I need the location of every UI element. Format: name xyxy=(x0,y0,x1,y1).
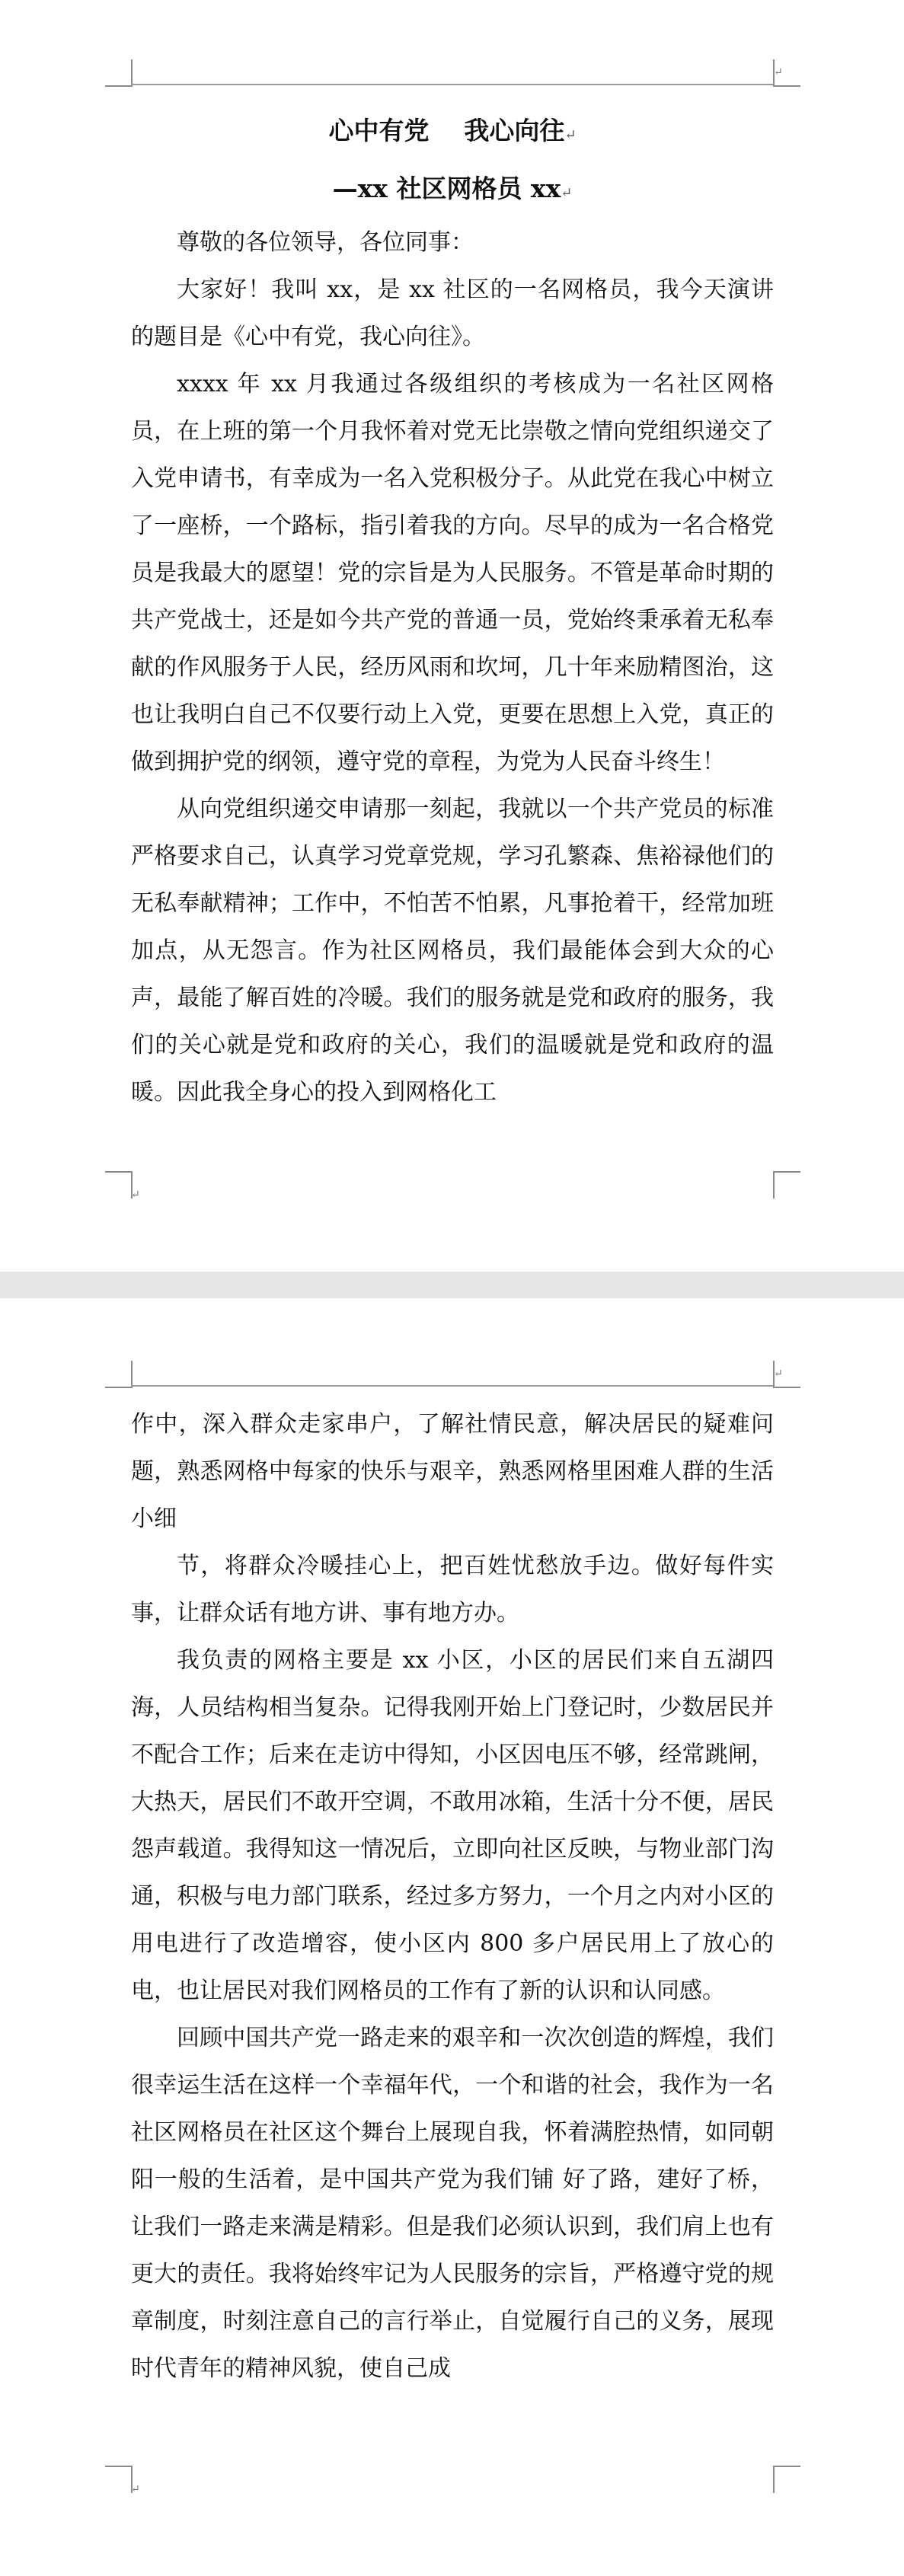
footer-paragraph-mark: ↵ xyxy=(131,1189,140,1201)
header-paragraph-mark: ↵ xyxy=(774,1368,783,1380)
page-1-text-area xyxy=(131,104,774,1116)
page-corner-top-left xyxy=(105,59,133,87)
document-title: 心中有党 我心向往↵ xyxy=(328,116,577,145)
document-page-2 xyxy=(0,1298,904,2576)
paragraph: xxxx 年 xx 月我通过各级组织的考核成为一名社区网格员，在上班的第一个月我怀着对党无比崇敬之情向党组织递交了入党申请书，有幸成为一名入党积极分子。从此党在我心中树立了一座桥，一个路标，指引着我的方向。尽早的成为一名合格党员是我最大的愿望！党的宗旨是为人民服务。不管是革命时期的共产党战士，还是如今共产党的普通一员，党始终秉承着无私奉献的作风服务于人民，经历风雨和坎坷，几十年来励精图治，这也让我明白自己不仅要行动上入党，更要在思想上入党，真正的做到拥护党的纲领，遵守党的章程，为党为人民奋斗终生！ xyxy=(131,371,774,775)
page-corner-bottom-left xyxy=(105,1171,133,1199)
paragraph: 作中，深入群众走家串户，了解社情民意，解决居民的疑难问题，熟悉网格中每家的快乐与艰辛，熟悉网格里困难人群的生活小细 xyxy=(131,1411,774,1532)
page-corner-bottom-right xyxy=(773,2466,800,2493)
paragraph: 回顾中国共产党一路走来的艰辛和一次次创造的辉煌，我们很幸运生活在这样一个幸福年代，一个和谐的社会，我作为一名社区网格员在社区这个舞台上展现自我，怀着满腔热情，如同朝阳一般的生活着，是中国共产党为我们铺 好了路，建好了桥，让我们一路走来满是精彩。但是我们必须认识到，我们肩上也有更大的责任。我将始终牢记为人民服务的宗旨，严格遵守党的规章制度，时刻注意自己的言行举止，自觉履行自己的义务，展现时代青年的精神风貌，使自己成 xyxy=(131,2025,774,2382)
salutation: 尊敬的各位领导，各位同事： xyxy=(177,229,474,256)
paragraph: 节，将群众冷暖挂心上，把百姓忧愁放手边。做好每件实事，让群众话有地方讲、事有地方办。 xyxy=(131,1553,774,1626)
paragraph-mark-icon: ↵ xyxy=(564,127,577,143)
header-paragraph-mark: ↵ xyxy=(774,66,783,78)
document-subtitle: —xx 社区网格员 xx↵ xyxy=(332,174,573,203)
page-corner-bottom-right xyxy=(773,1171,800,1199)
page-corner-bottom-left xyxy=(105,2466,133,2493)
page-corner-top-left xyxy=(105,1361,133,1388)
paragraph: 从向党组织递交申请那一刻起，我就以一个共产党员的标准严格要求自己，认真学习党章党规，学习孔繁森、焦裕禄他们的无私奉献精神；工作中，不怕苦不怕累，凡事抢着干，经常加班加点，从无怨言。作为社区网格员，我们最能体会到大众的心声，最能了解百姓的冷暖。我们的服务就是党和政府的服务，我们的关心就是党和政府的关心，我们的温暖就是党和政府的温暖。因此我全身心的投入到网格化工 xyxy=(131,796,774,1106)
document-page-1 xyxy=(0,0,904,1272)
footer-paragraph-mark: ↵ xyxy=(131,2483,140,2495)
header-line xyxy=(131,84,773,85)
header-line xyxy=(131,1385,773,1387)
paragraph: 大家好！我叫 xx，是 xx 社区的一名网格员，我今天演讲的题目是《心中有党，我心向往》。 xyxy=(131,276,774,350)
page-2-text-area xyxy=(131,1401,774,2392)
paragraph-mark-icon: ↵ xyxy=(561,185,573,201)
paragraph: 我负责的网格主要是 xx 小区，小区的居民们来自五湖四海，人员结构相当复杂。记得我刚开始上门登记时，少数居民并不配合工作；后来在走访中得知，小区因电压不够，经常跳闸，大热天，居民们不敢开空调，不敢用冰箱，生活十分不便，居民怨声载道。我得知这一情况后，立即向社区反映，与物业部门沟通，积极与电力部门联系，经过多方努力，一个月之内对小区的用电进行了改造增容，使小区内 800 多户居民用上了放心的电，也让居民对我们网格员的工作有了新的认识和认同感。 xyxy=(131,1647,774,2004)
